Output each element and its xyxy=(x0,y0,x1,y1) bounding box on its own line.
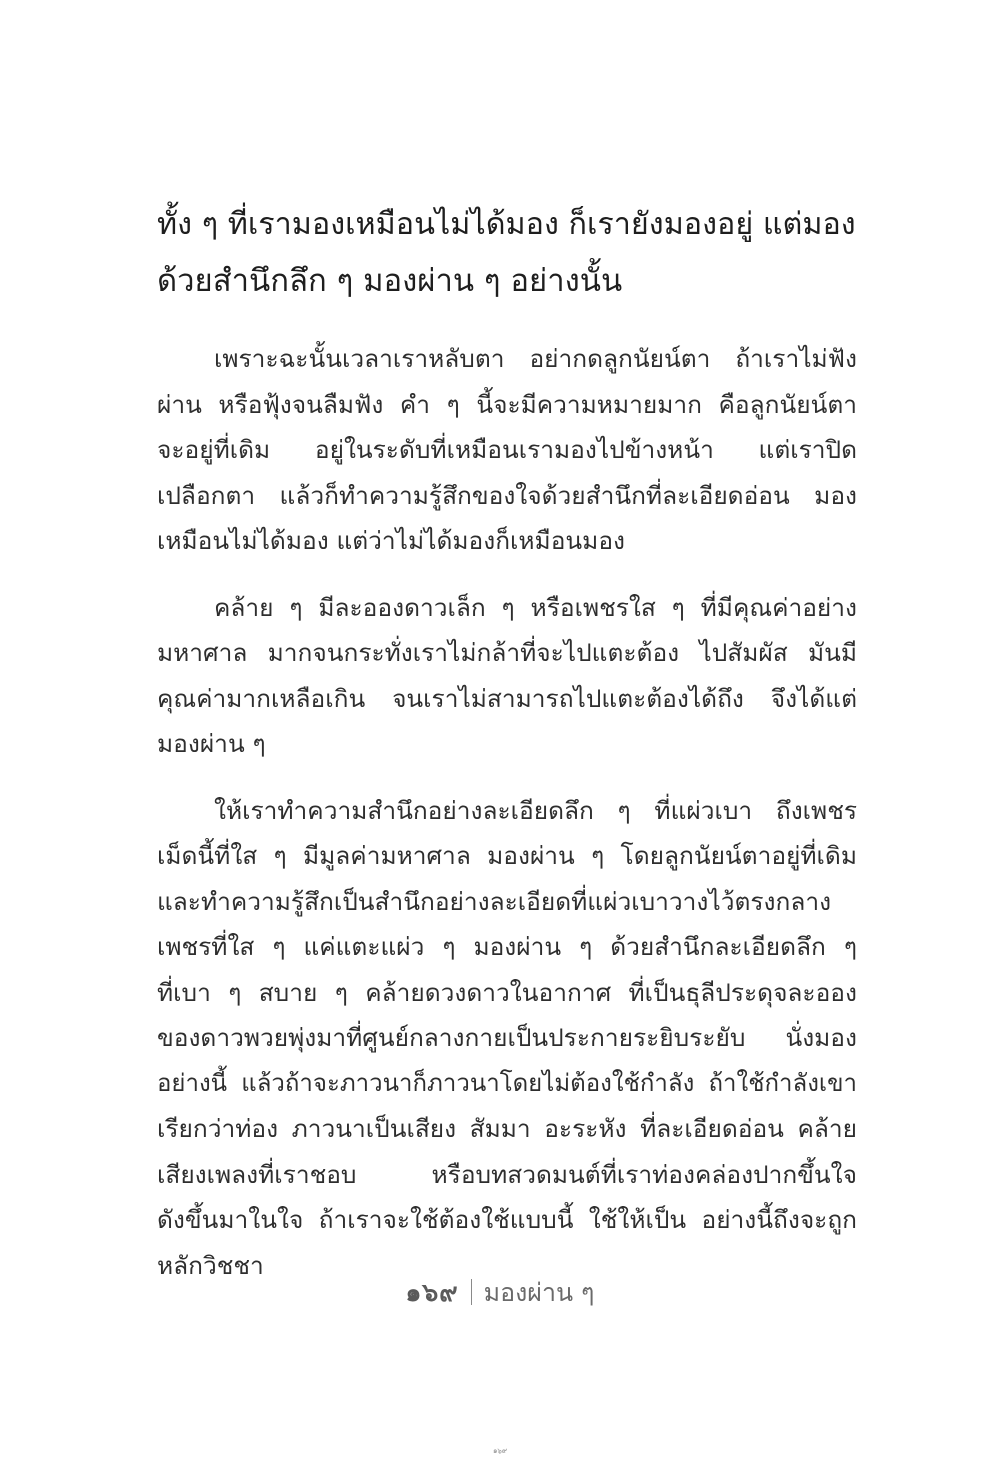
text-line: เปลือกตา แล้วก็ทำความรู้สึกของใจด้วยสำนึกที่ละเอียดอ่อน มอง xyxy=(157,480,857,510)
text-line: จะอยู่ที่เดิม อยู่ในระดับที่เหมือนเรามองไปข้างหน้า แต่เราปิด xyxy=(157,435,857,464)
text-line: คล้าย ๆ มีละอองดาวเล็ก ๆ หรือเพชรใส ๆ ที่มีคุณค่าอย่าง xyxy=(214,592,857,622)
text-line: เพราะฉะนั้นเวลาเราหลับตา อย่ากดลูกนัยน์ตา ถ้าเราไม่ฟัง xyxy=(214,344,857,373)
page-heading xyxy=(157,196,857,310)
text-line: และทำความรู้สึกเป็นสำนึกอย่างละเอียดที่แผ่วเบาวางไว้ตรงกลาง xyxy=(157,886,832,916)
page-number: ๑๖๙ xyxy=(405,1278,459,1307)
page-footer xyxy=(0,1273,1000,1313)
text-line: คุณค่ามากเหลือเกิน จนเราไม่สามารถไปแตะต้องได้ถึง จึงได้แต่ xyxy=(157,683,857,713)
text-line: หลักวิชชา xyxy=(157,1250,264,1280)
text-line: เม็ดนี้ที่ใส ๆ มีมูลค่ามหาศาล มองผ่าน ๆ โดยลูกนัยน์ตาอยู่ที่เดิม xyxy=(157,841,857,870)
footer-divider xyxy=(471,1279,472,1305)
paragraph-1 xyxy=(157,336,857,564)
text-line: เหมือนไม่ได้มอง แต่ว่าไม่ได้มองก็เหมือนมอง xyxy=(157,526,626,555)
bottom-page-mark: ๑๖๙ xyxy=(492,1447,507,1455)
text-line: อย่างนี้ แล้วถ้าจะภาวนาก็ภาวนาโดยไม่ต้องใช้กำลัง ถ้าใช้กำลังเขา xyxy=(157,1068,857,1097)
text-line: ให้เราทำความสำนึกอย่างละเอียดลึก ๆ ที่แผ่วเบา ถึงเพชร xyxy=(214,795,857,825)
paragraph-2 xyxy=(157,585,857,767)
text-line: ที่เบา ๆ สบาย ๆ คล้ายดวงดาวในอากาศ ที่เป็นธุลีประดุจละออง xyxy=(157,977,857,1007)
body-text xyxy=(157,336,857,1309)
text-line: ผ่าน หรือฟุ้งจนลืมฟัง คำ ๆ นี้จะมีความหมายมาก คือลูกนัยน์ตา xyxy=(157,389,857,419)
text-line: มองผ่าน ๆ xyxy=(157,729,266,758)
heading-line: ทั้ง ๆ ที่เรามองเหมือนไม่ได้มอง ก็เรายังมองอยู่ แต่มอง xyxy=(157,207,856,242)
running-title: มองผ่าน ๆ xyxy=(483,1278,595,1307)
paragraph-3 xyxy=(157,788,857,1289)
text-line: เพชรที่ใส ๆ แค่แตะแผ่ว ๆ มองผ่าน ๆ ด้วยสำนึกละเอียดลึก ๆ xyxy=(157,932,857,961)
text-line: ของดาวพวยพุ่งมาที่ศูนย์กลางกายเป็นประกายระยิบระยับ นั่งมอง xyxy=(157,1023,857,1052)
text-line: เสียงเพลงที่เราชอบ หรือบทสวดมนต์ที่เราท่องคล่องปากขึ้นใจ xyxy=(157,1159,857,1189)
text-line: ดังขึ้นมาในใจ ถ้าเราจะใช้ต้องใช้แบบนี้ ใช้ให้เป็น อย่างนี้ถึงจะถูก xyxy=(157,1205,857,1234)
heading-line: ด้วยสำนึกลึก ๆ มองผ่าน ๆ อย่างนั้น xyxy=(157,263,623,299)
text-line: เรียกว่าท่อง ภาวนาเป็นเสียง สัมมา อะระหัง ที่ละเอียดอ่อน คล้าย xyxy=(157,1114,857,1143)
text-line: มหาศาล มากจนกระทั่งเราไม่กล้าที่จะไปแตะต้อง ไปสัมผัส มันมี xyxy=(157,638,857,667)
